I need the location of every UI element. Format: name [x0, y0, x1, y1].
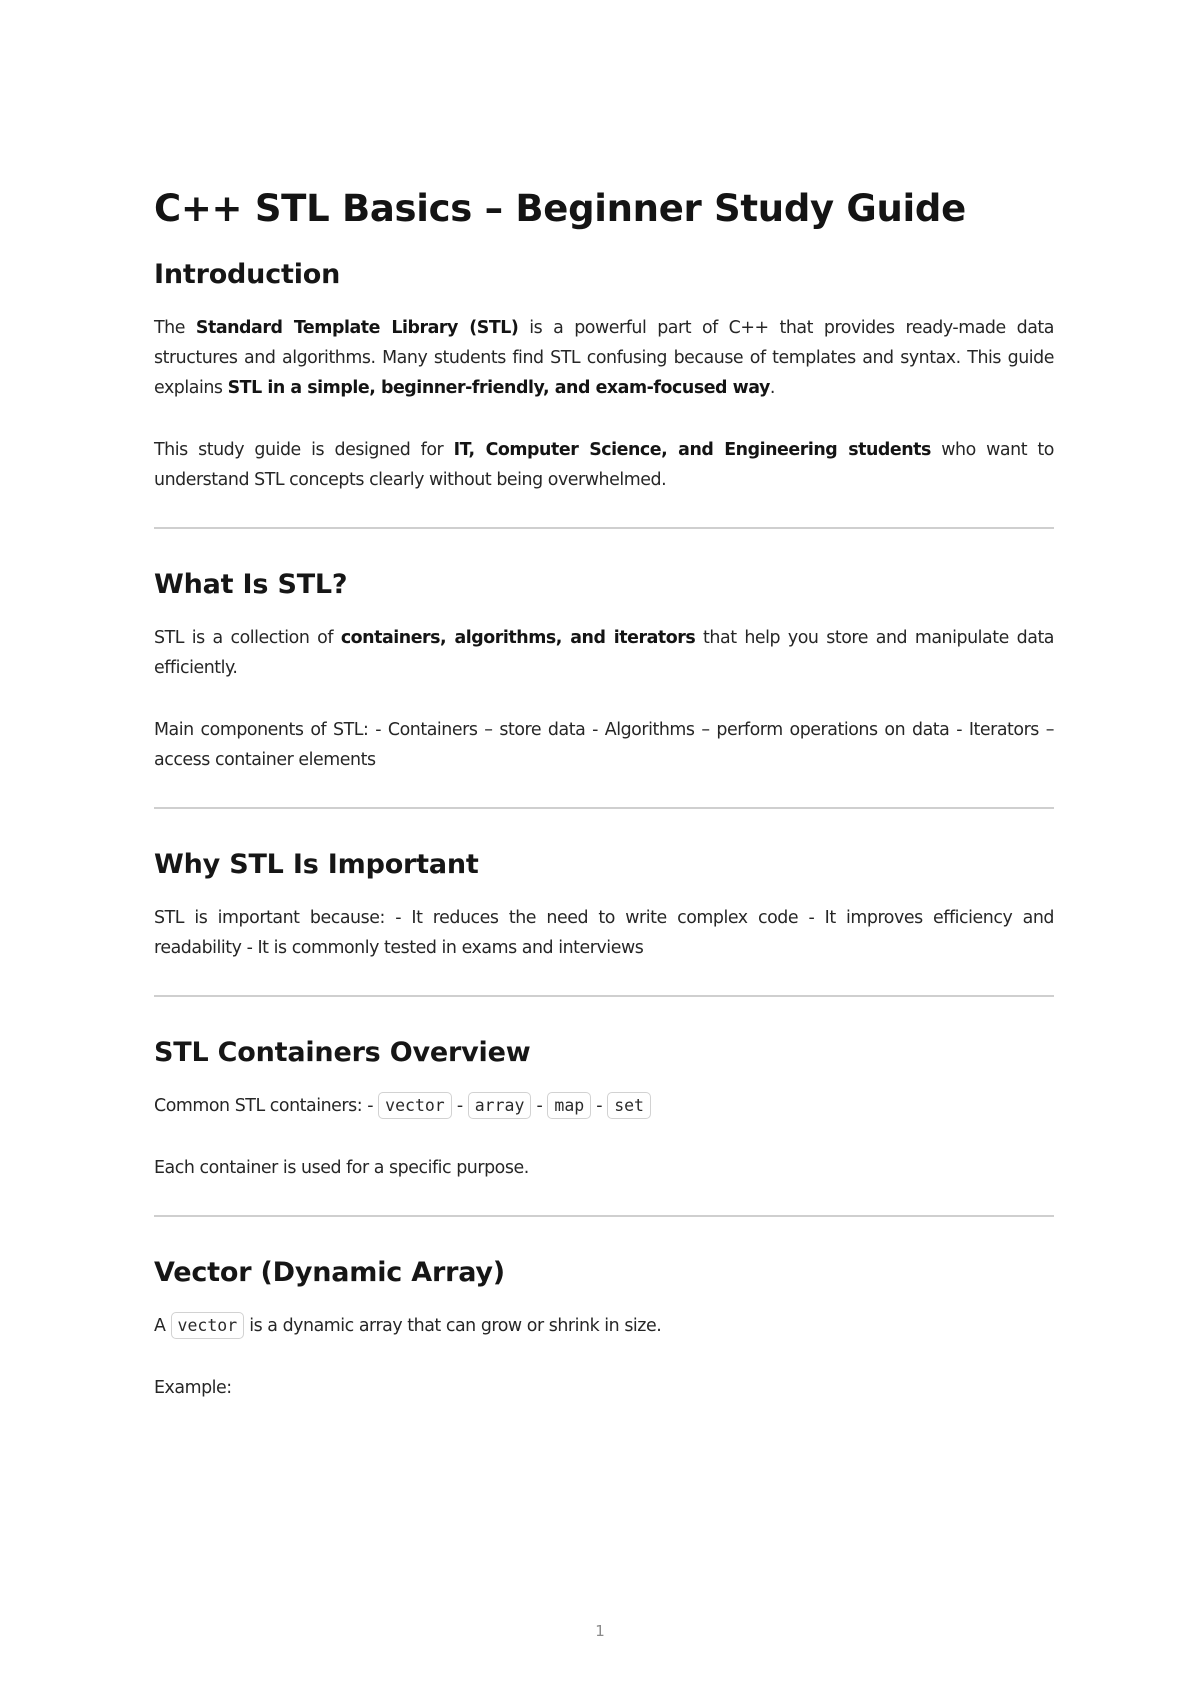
heading-why-important: Why STL Is Important: [154, 849, 479, 880]
section-divider: [154, 1215, 1054, 1217]
document-page: [154, 185, 1054, 1435]
containers-paragraph-2: Each container is used for a specific purpose.: [154, 1158, 529, 1178]
code-vector: vector: [378, 1092, 452, 1119]
page-title: C++ STL Basics – Beginner Study Guide: [154, 187, 966, 230]
page-number: 1: [595, 1622, 605, 1640]
containers-list-paragraph: Common STL containers: - vector - array - map - set: [154, 1091, 1054, 1121]
code-map: map: [547, 1092, 591, 1119]
code-array: array: [468, 1092, 532, 1119]
what-is-stl-paragraph-2: Main components of STL: - Containers – store data - Algorithms – perform operations on data - Iterators – access container elements: [154, 720, 1054, 770]
heading-containers-overview: STL Containers Overview: [154, 1037, 531, 1068]
code-set: set: [607, 1092, 651, 1119]
intro-paragraph-1: The Standard Template Library (STL) is a powerful part of C++ that provides ready-made data structures and algorithms. Many students find STL confusing because of templates and syntax. This guide explains STL in a simple, beginner-friendly, and exam-focused way.: [154, 318, 1054, 398]
heading-vector: Vector (Dynamic Array): [154, 1257, 505, 1288]
heading-what-is-stl: What Is STL?: [154, 569, 348, 600]
section-divider: [154, 527, 1054, 529]
vector-paragraph: A vector is a dynamic array that can grow or shrink in size.: [154, 1311, 1054, 1341]
code-vector-inline: vector: [171, 1312, 245, 1339]
why-important-paragraph: STL is important because: - It reduces the need to write complex code - It improves efficiency and readability - It is commonly tested in exams and interviews: [154, 908, 1054, 958]
section-divider: [154, 807, 1054, 809]
heading-introduction: Introduction: [154, 259, 341, 290]
section-divider: [154, 995, 1054, 997]
vector-example-label: Example:: [154, 1378, 232, 1398]
what-is-stl-paragraph-1: STL is a collection of containers, algorithms, and iterators that help you store and manipulate data efficiently.: [154, 628, 1055, 678]
intro-paragraph-2: This study guide is designed for IT, Computer Science, and Engineering students who want to understand STL concepts clearly without being overwhelmed.: [154, 440, 1054, 490]
